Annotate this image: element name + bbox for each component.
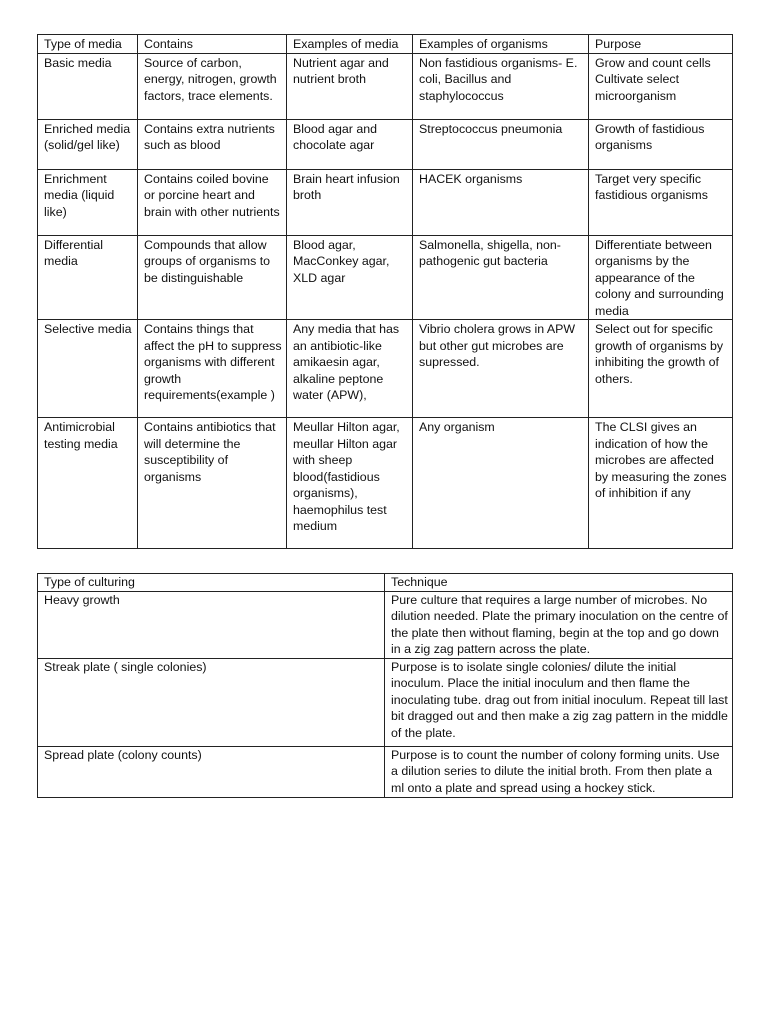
contains-cell: Contains things that affect the pH to suppress organisms with different growth requirements(example ) [138,320,287,418]
header-type-of-media: Type of media [38,35,138,54]
table-row [38,235,733,320]
contains-cell: Contains coiled bovine or porcine heart and brain with other nutrients [138,169,287,235]
table-row [38,591,733,658]
purpose-cell: Growth of fastidious organisms [589,119,733,169]
media-type-cell: Selective media [38,320,138,418]
media-type-cell: Enriched media (solid/gel like) [38,119,138,169]
table-row [38,53,733,119]
table-row [38,320,733,418]
examples-media-cell: Any media that has an antibiotic-like amikaesin agar, alkaline peptone water (APW), [287,320,413,418]
purpose-cell: Select out for specific growth of organisms by inhibiting the growth of others. [589,320,733,418]
purpose-cell [589,53,733,119]
purpose-cell: The CLSI gives an indication of how the microbes are affected by measuring the zones of inhibition if any [589,418,733,549]
culture-type-cell: Spread plate (colony counts) [38,746,385,797]
culturing-techniques-table [37,573,733,798]
contains-cell: Contains antibiotics that will determine the susceptibility of organisms [138,418,287,549]
purpose-line: Cultivate select microorganism [595,72,680,103]
header-technique: Technique [385,574,733,592]
examples-organisms-cell: HACEK organisms [413,169,589,235]
culture-type-cell: Streak plate ( single colonies) [38,658,385,746]
header-contains: Contains [138,35,287,54]
examples-media-cell: Meullar Hilton agar, meullar Hilton agar with sheep blood(fastidious organisms), haemophilus test medium [287,418,413,549]
header-purpose: Purpose [589,35,733,54]
contains-cell: Source of carbon, energy, nitrogen, growth factors, trace elements. [138,53,287,119]
purpose-cell: Target very specific fastidious organisms [589,169,733,235]
examples-organisms-cell: Streptococcus pneumonia [413,119,589,169]
table-row [38,418,733,549]
purpose-cell: Differentiate between organisms by the appearance of the colony and surrounding media [589,235,733,320]
examples-media-cell: Blood agar, MacConkey agar, XLD agar [287,235,413,320]
table-row [38,658,733,746]
table-row [38,169,733,235]
media-table-header-row [38,35,733,54]
culture-type-cell: Heavy growth [38,591,385,658]
technique-cell: Pure culture that requires a large number of microbes. No dilution needed. Plate the primary inoculation on the centre of the plate then without flaming, begin at the top and go down in a zig zag pattern across the plate. [385,591,733,658]
media-types-table [37,34,733,549]
header-examples-of-organisms: Examples of organisms [413,35,589,54]
media-type-cell: Basic media [38,53,138,119]
purpose-line: Grow and count cells [595,55,711,70]
technique-cell: Purpose is to count the number of colony forming units. Use a dilution series to dilute the initial broth. From then plate a ml onto a plate and spread using a hockey stick. [385,746,733,797]
culture-table-header-row [38,574,733,592]
contains-cell: Compounds that allow groups of organisms to be distinguishable [138,235,287,320]
contains-cell: Contains extra nutrients such as blood [138,119,287,169]
examples-organisms-cell: Vibrio cholera grows in APW but other gut microbes are supressed. [413,320,589,418]
examples-media-cell: Blood agar and chocolate agar [287,119,413,169]
media-type-cell: Differential media [38,235,138,320]
table-row [38,119,733,169]
header-examples-of-media: Examples of media [287,35,413,54]
examples-organisms-cell: Salmonella, shigella, non-pathogenic gut bacteria [413,235,589,320]
table-row [38,746,733,797]
technique-cell: Purpose is to isolate single colonies/ dilute the initial inoculum. Place the initial inoculum and then flame the inoculating tube. drag out from initial inoculum. Repeat till last bit dragged out and then make a zig zag pattern in the middle of the plate. [385,658,733,746]
examples-organisms-cell: Any organism [413,418,589,549]
examples-organisms-cell: Non fastidious organisms- E. coli, Bacillus and staphylococcus [413,53,589,119]
examples-media-cell: Brain heart infusion broth [287,169,413,235]
media-type-cell: Enrichment media (liquid like) [38,169,138,235]
media-type-cell: Antimicrobial testing media [38,418,138,549]
header-type-of-culturing: Type of culturing [38,574,385,592]
examples-media-cell: Nutrient agar and nutrient broth [287,53,413,119]
